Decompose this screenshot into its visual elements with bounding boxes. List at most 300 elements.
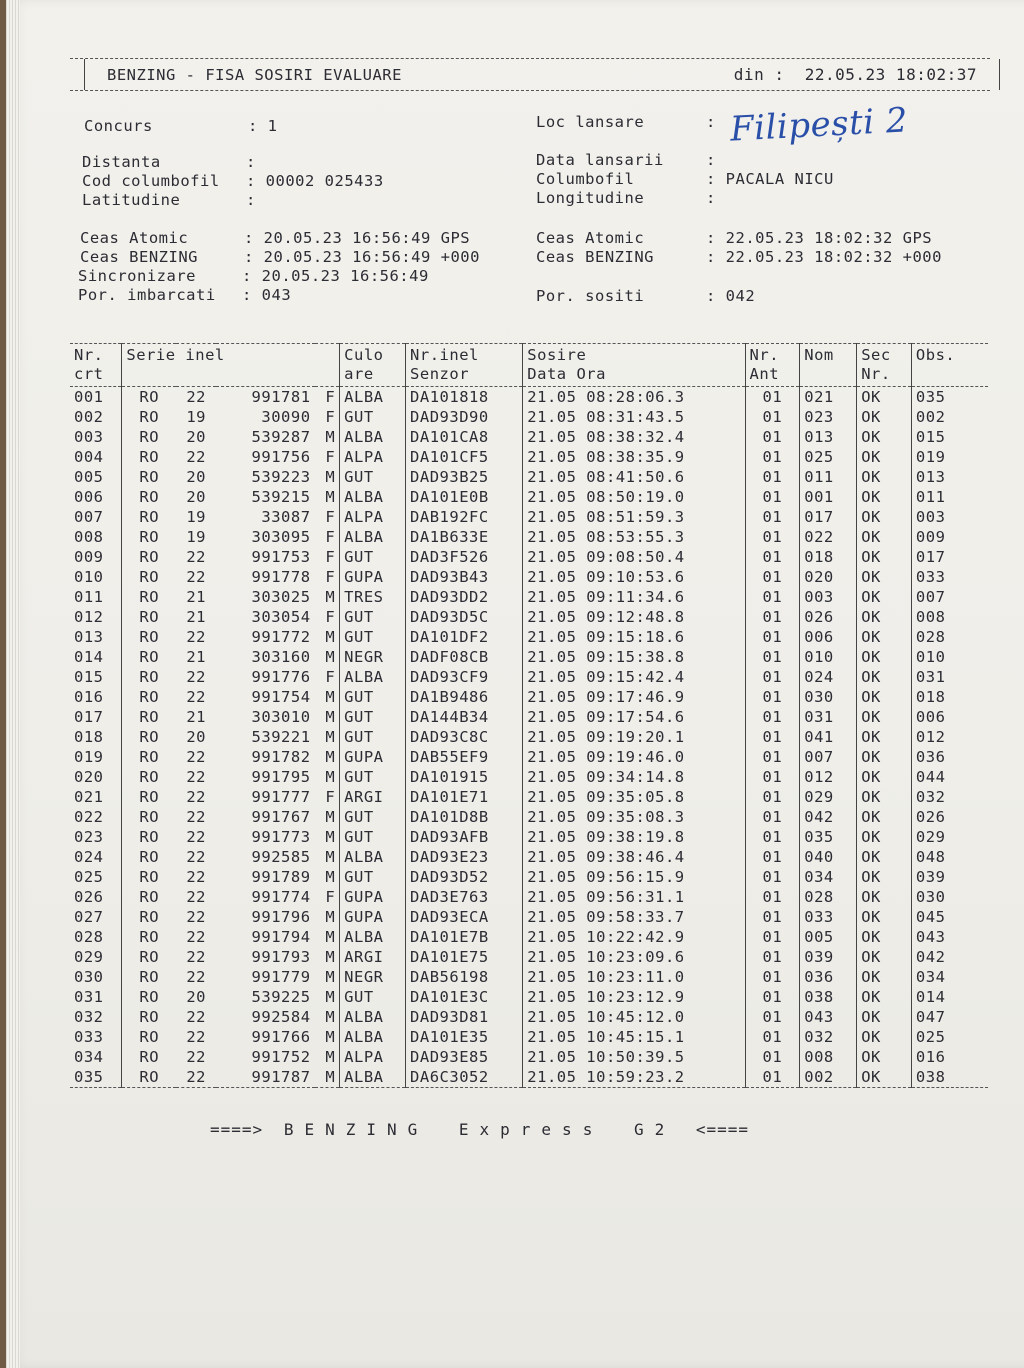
cell-sex: F — [325, 568, 336, 586]
cell-ring-country: RO — [122, 1027, 176, 1047]
footer-product: Express — [458, 1120, 604, 1139]
cell-ring-number: 991767 — [251, 808, 311, 826]
cell-arrival-time: 21.05 09:15:42.4 — [523, 667, 745, 687]
cell-arrival-time: 21.05 10:45:12.0 — [523, 1007, 745, 1027]
cell-ring-country: RO — [122, 947, 176, 967]
ceas-atomic-left-value: : 20.05.23 16:56:49 GPS — [244, 229, 471, 247]
sositi-value: : 042 — [706, 287, 756, 305]
cell-sec-status: OK — [857, 507, 912, 527]
ceas-benzing-left-line — [80, 248, 480, 266]
cell-ring-year: 20 — [186, 488, 207, 506]
cell-arrival-time: 21.05 08:41:50.6 — [523, 467, 745, 487]
cell-nom: 032 — [800, 1027, 857, 1047]
cell-ring-number: 539221 — [251, 728, 311, 746]
cell-ring-year: 22 — [186, 808, 207, 826]
cell-ring-number: 991793 — [251, 948, 311, 966]
cell-color: ALBA — [340, 427, 406, 447]
cell-color: GUT — [340, 807, 406, 827]
table-row — [70, 667, 988, 687]
cell-ring-number: 991787 — [216, 1067, 314, 1088]
cell-obs: 034 — [911, 967, 988, 987]
cell-row-number: 017 — [74, 708, 104, 726]
table-row — [70, 527, 988, 547]
cell-arrival-time: 21.05 09:10:53.6 — [523, 567, 745, 587]
cell-obs: 047 — [911, 1007, 988, 1027]
cell-row-number: 011 — [74, 588, 104, 606]
col-data-ora-label: Data Ora — [527, 365, 606, 383]
cell-ring-number: 991777 — [251, 788, 311, 806]
cell-sec-status: OK — [857, 407, 912, 427]
cell-sensor-ring: DAD93D52 — [406, 867, 523, 887]
cell-nr-ant: 01 — [745, 607, 800, 627]
cell-sec-status: OK — [857, 387, 912, 408]
cell-nr-ant: 01 — [745, 787, 800, 807]
cell-ring-year: 22 — [186, 548, 207, 566]
cell-arrival-time: 21.05 10:50:39.5 — [523, 1047, 745, 1067]
cell-ring-year: 22 — [186, 448, 207, 466]
cell-sex: M — [325, 808, 336, 826]
cell-sec-status: OK — [857, 947, 912, 967]
cell-ring-number: 991773 — [251, 828, 311, 846]
cell-nom: 017 — [800, 507, 857, 527]
cell-sensor-ring: DAD3E763 — [406, 887, 523, 907]
cell-ring-number: 991772 — [251, 628, 311, 646]
cell-sec-status: OK — [857, 1067, 912, 1088]
cell-nom: 007 — [800, 747, 857, 767]
cell-ring-year: 21 — [186, 648, 207, 666]
cell-sec-status: OK — [857, 807, 912, 827]
cell-color: GUPA — [340, 907, 406, 927]
cell-nom: 024 — [800, 667, 857, 687]
cell-obs: 044 — [911, 767, 988, 787]
cell-row-number: 004 — [74, 448, 104, 466]
col-sosire — [523, 344, 745, 387]
cell-color: GUT — [340, 407, 406, 427]
report-title: BENZING - FISA SOSIRI EVALUARE — [107, 65, 402, 84]
data-lansarii-line — [536, 151, 716, 169]
cell-nr-ant: 01 — [745, 827, 800, 847]
cell-ring-country: RO — [122, 1007, 176, 1027]
cell-ring-country: RO — [122, 787, 176, 807]
cell-color: GUT — [340, 987, 406, 1007]
cell-color: ARGI — [340, 787, 406, 807]
cell-sensor-ring: DAB55EF9 — [406, 747, 523, 767]
cell-obs: 008 — [911, 607, 988, 627]
table-row — [70, 887, 988, 907]
table-row — [70, 847, 988, 867]
cell-obs: 009 — [911, 527, 988, 547]
table-row — [70, 1027, 988, 1047]
cell-sec-status: OK — [857, 627, 912, 647]
cell-ring-year: 22 — [186, 768, 207, 786]
cell-sex: M — [325, 988, 336, 1006]
cell-nom: 029 — [800, 787, 857, 807]
cell-ring-number: 991789 — [251, 868, 311, 886]
cell-arrival-time: 21.05 09:38:19.8 — [523, 827, 745, 847]
cell-sec-status: OK — [857, 487, 912, 507]
loc-label: Loc lansare — [536, 113, 645, 131]
concurs-label: Concurs — [84, 117, 153, 135]
cell-sensor-ring: DA1B633E — [406, 527, 523, 547]
columbofil-line — [536, 170, 834, 188]
imbarcati-value: : 043 — [242, 286, 292, 304]
cell-nom: 030 — [800, 687, 857, 707]
cell-row-number: 010 — [74, 568, 104, 586]
ceas-atomic-right-line — [536, 229, 932, 247]
cell-ring-country: RO — [122, 927, 176, 947]
cell-sensor-ring: DA101818 — [406, 387, 523, 408]
cell-arrival-time: 21.05 09:12:48.8 — [523, 607, 745, 627]
col-nom — [800, 344, 857, 387]
cell-color: GUPA — [340, 567, 406, 587]
cell-ring-number: 539223 — [251, 468, 311, 486]
cell-sensor-ring: DAD93D5C — [406, 607, 523, 627]
cell-nom: 028 — [800, 887, 857, 907]
cell-obs: 026 — [911, 807, 988, 827]
cell-obs: 036 — [911, 747, 988, 767]
cell-ring-number: 991753 — [251, 548, 311, 566]
table-row — [70, 407, 988, 427]
col-nr-label: Nr. — [74, 346, 104, 364]
cell-nom: 041 — [800, 727, 857, 747]
cell-ring-year: 19 — [186, 408, 207, 426]
cell-ring-country: RO — [122, 847, 176, 867]
cell-sensor-ring: DA101E7B — [406, 927, 523, 947]
report-date-value: 22.05.23 18:02:37 — [804, 65, 977, 84]
cod-label: Cod columbofil — [82, 172, 220, 190]
table-row — [70, 587, 988, 607]
cell-ring-country: RO — [122, 727, 176, 747]
cell-row-number: 030 — [74, 968, 104, 986]
cell-sex: M — [325, 928, 336, 946]
cell-ring-year: 19 — [186, 528, 207, 546]
cell-obs: 042 — [911, 947, 988, 967]
cell-arrival-time: 21.05 08:28:06.3 — [523, 387, 745, 408]
stacked-paper-edge — [6, 0, 20, 1368]
col-serie-inel — [122, 344, 340, 387]
cell-row-number: 015 — [74, 668, 104, 686]
cell-ring-year: 21 — [186, 588, 207, 606]
cell-ring-country: RO — [122, 687, 176, 707]
cell-sex: M — [325, 1048, 336, 1066]
cell-arrival-time: 21.05 09:08:50.4 — [523, 547, 745, 567]
cell-sec-status: OK — [857, 467, 912, 487]
col-sosire-label: Sosire — [527, 346, 587, 364]
cell-ring-year: 22 — [186, 628, 207, 646]
cell-nom: 039 — [800, 947, 857, 967]
cell-nom: 022 — [800, 527, 857, 547]
cell-sensor-ring: DA6C3052 — [406, 1067, 523, 1088]
ceas-benzing-right-value: : 22.05.23 18:02:32 +000 — [706, 248, 942, 266]
imbarcati-line — [78, 286, 291, 304]
cell-ring-number: 991776 — [251, 668, 311, 686]
cell-ring-number: 539215 — [251, 488, 311, 506]
cell-arrival-time: 21.05 10:23:11.0 — [523, 967, 745, 987]
cell-arrival-time: 21.05 10:23:09.6 — [523, 947, 745, 967]
table-row — [70, 747, 988, 767]
cell-nom: 026 — [800, 607, 857, 627]
cell-sensor-ring: DADF08CB — [406, 647, 523, 667]
cell-sec-status: OK — [857, 1007, 912, 1027]
longitudine-value: : — [706, 189, 716, 207]
cell-nom: 042 — [800, 807, 857, 827]
race-info — [70, 100, 990, 327]
sincronizare-line — [78, 267, 429, 285]
header-bottom-rule — [70, 90, 990, 91]
longitudine-line — [536, 189, 716, 207]
cod-value: : 00002 025433 — [246, 172, 384, 190]
cell-ring-number: 991756 — [251, 448, 311, 466]
cell-arrival-time: 21.05 08:31:43.5 — [523, 407, 745, 427]
distanta-label: Distanta — [82, 153, 161, 171]
cell-nr-ant: 01 — [745, 887, 800, 907]
cell-nr-ant: 01 — [745, 507, 800, 527]
table-row — [70, 467, 988, 487]
cell-obs: 035 — [911, 387, 988, 408]
concurs-line — [84, 117, 278, 135]
cell-row-number: 022 — [74, 808, 104, 826]
cell-ring-year: 22 — [186, 828, 207, 846]
footer-right-arrow: <==== — [695, 1120, 750, 1139]
cell-color: ALBA — [340, 1007, 406, 1027]
cell-ring-year: 20 — [186, 468, 207, 486]
cell-sex: F — [325, 888, 336, 906]
cell-obs: 013 — [911, 467, 988, 487]
arrivals-table-header — [70, 344, 988, 387]
cell-row-number: 025 — [74, 868, 104, 886]
col-serie-label: Serie inel — [126, 346, 225, 364]
cell-arrival-time: 21.05 09:15:38.8 — [523, 647, 745, 667]
cell-color: GUT — [340, 727, 406, 747]
table-row — [70, 427, 988, 447]
sositi-label: Por. sositi — [536, 287, 645, 305]
cell-ring-year: 22 — [186, 688, 207, 706]
col-nom-label: Nom — [804, 346, 834, 364]
cell-arrival-time: 21.05 09:56:31.1 — [523, 887, 745, 907]
cell-nom: 011 — [800, 467, 857, 487]
cell-sex: M — [325, 828, 336, 846]
col-nrant-label: Nr. — [749, 346, 780, 364]
cell-sex: M — [325, 868, 336, 886]
cell-ring-country: RO — [122, 667, 176, 687]
cell-nr-ant: 01 — [745, 1067, 800, 1088]
cell-sec-status: OK — [857, 827, 912, 847]
cell-ring-number: 303025 — [251, 588, 311, 606]
cell-sensor-ring: DAB56198 — [406, 967, 523, 987]
cell-row-number: 001 — [74, 388, 104, 406]
table-row — [70, 687, 988, 707]
columbofil-value: : PACALA NICU — [706, 170, 834, 188]
cell-color: ALBA — [340, 487, 406, 507]
table-row — [70, 707, 988, 727]
table-row — [70, 827, 988, 847]
cell-sec-status: OK — [857, 727, 912, 747]
cell-sec-status: OK — [857, 547, 912, 567]
cell-nom: 010 — [800, 647, 857, 667]
table-row — [70, 607, 988, 627]
cell-ring-year: 22 — [186, 388, 207, 406]
table-row — [70, 447, 988, 467]
cell-ring-country: RO — [122, 827, 176, 847]
cell-ring-number: 991794 — [251, 928, 311, 946]
cell-sensor-ring: DAD93CF9 — [406, 667, 523, 687]
footer-left-arrow: ====> — [210, 1120, 264, 1139]
cell-sec-status: OK — [857, 787, 912, 807]
ceas-benzing-left-value: : 20.05.23 16:56:49 +000 — [244, 248, 480, 266]
cell-sensor-ring: DAD93E23 — [406, 847, 523, 867]
cell-obs: 016 — [911, 1047, 988, 1067]
cell-nr-ant: 01 — [745, 407, 800, 427]
cell-ring-country: RO — [122, 707, 176, 727]
cell-row-number: 005 — [74, 468, 104, 486]
cell-ring-country: RO — [122, 967, 176, 987]
cell-sex: M — [325, 948, 336, 966]
cell-nom: 013 — [800, 427, 857, 447]
cell-nr-ant: 01 — [745, 647, 800, 667]
cell-sec-status: OK — [857, 967, 912, 987]
cell-color: ALBA — [340, 1067, 406, 1088]
cell-ring-country: RO — [122, 767, 176, 787]
cell-obs: 012 — [911, 727, 988, 747]
imbarcati-label: Por. imbarcati — [78, 286, 216, 304]
cell-sec-status: OK — [857, 927, 912, 947]
cell-nr-ant: 01 — [745, 967, 800, 987]
cell-arrival-time: 21.05 09:56:15.9 — [523, 867, 745, 887]
cell-ring-year: 20 — [186, 428, 207, 446]
ceas-benzing-right-label: Ceas BENZING — [536, 248, 654, 266]
col-crt-label: crt — [74, 365, 104, 383]
cell-nr-ant: 01 — [745, 867, 800, 887]
cell-nom: 035 — [800, 827, 857, 847]
cell-row-number: 019 — [74, 748, 104, 766]
cell-sec-status: OK — [857, 887, 912, 907]
device-footer — [210, 1120, 749, 1139]
cell-sec-status: OK — [857, 687, 912, 707]
cell-sensor-ring: DAB192FC — [406, 507, 523, 527]
cell-row-number: 021 — [74, 788, 104, 806]
cell-sensor-ring: DAD93D81 — [406, 1007, 523, 1027]
cell-arrival-time: 21.05 10:23:12.9 — [523, 987, 745, 1007]
cell-ring-number: 539287 — [251, 428, 311, 446]
cell-obs: 015 — [911, 427, 988, 447]
table-row — [70, 807, 988, 827]
cell-nom: 038 — [800, 987, 857, 1007]
cell-color: GUT — [340, 707, 406, 727]
loc-line — [536, 113, 716, 131]
cell-color: ALBA — [340, 847, 406, 867]
cell-obs: 007 — [911, 587, 988, 607]
cell-arrival-time: 21.05 09:17:54.6 — [523, 707, 745, 727]
cell-row-number: 023 — [74, 828, 104, 846]
cell-nr-ant: 01 — [745, 1007, 800, 1027]
cell-row-number: 033 — [74, 1028, 104, 1046]
cell-sec-status: OK — [857, 667, 912, 687]
cell-color: ALBA — [340, 1027, 406, 1047]
cell-nom: 023 — [800, 407, 857, 427]
cell-nr-ant: 01 — [745, 587, 800, 607]
cell-obs: 030 — [911, 887, 988, 907]
cell-ring-number: 992585 — [251, 848, 311, 866]
longitudine-label: Longitudine — [536, 189, 645, 207]
cell-ring-country: RO — [122, 427, 176, 447]
cell-obs: 033 — [911, 567, 988, 587]
cell-sex: F — [325, 548, 336, 566]
cell-sex: F — [325, 608, 336, 626]
cell-ring-year: 22 — [186, 788, 207, 806]
cell-row-number: 016 — [74, 688, 104, 706]
cell-ring-country: RO — [122, 567, 176, 587]
cell-nom: 018 — [800, 547, 857, 567]
cell-color: ARGI — [340, 947, 406, 967]
cell-sex: F — [325, 668, 336, 686]
col-are-label: are — [344, 365, 374, 383]
cell-nr-ant: 01 — [745, 547, 800, 567]
cell-row-number: 020 — [74, 768, 104, 786]
cell-nom: 006 — [800, 627, 857, 647]
cell-sensor-ring: DAD93DD2 — [406, 587, 523, 607]
cell-ring-number: 303054 — [251, 608, 311, 626]
cell-sex: F — [325, 388, 336, 406]
cell-nr-ant: 01 — [745, 447, 800, 467]
table-row — [70, 1067, 988, 1088]
cell-color: GUPA — [340, 887, 406, 907]
cell-sec-status: OK — [857, 447, 912, 467]
cell-color: GUT — [340, 827, 406, 847]
cell-sec-status: OK — [857, 587, 912, 607]
cell-ring-number: 991796 — [251, 908, 311, 926]
cell-color: ALPA — [340, 507, 406, 527]
cell-nom: 031 — [800, 707, 857, 727]
table-row — [70, 487, 988, 507]
cell-ring-number: 539225 — [251, 988, 311, 1006]
cell-sensor-ring: DAD93ECA — [406, 907, 523, 927]
cell-sensor-ring: DA101E75 — [406, 947, 523, 967]
cell-ring-number: 991781 — [251, 388, 311, 406]
cell-sec-status: OK — [857, 907, 912, 927]
cell-ring-country: RO — [122, 627, 176, 647]
cell-obs: 029 — [911, 827, 988, 847]
cell-nom: 001 — [800, 487, 857, 507]
cell-ring-year: 22 — [186, 968, 207, 986]
ceas-atomic-left-line — [80, 229, 470, 247]
cell-sensor-ring: DA101E3C — [406, 987, 523, 1007]
cell-sensor-ring: DAD93B43 — [406, 567, 523, 587]
cell-sensor-ring: DA101915 — [406, 767, 523, 787]
cell-row-number: 027 — [74, 908, 104, 926]
cell-row-number: 034 — [74, 1048, 104, 1066]
cell-color: TRES — [340, 587, 406, 607]
cell-nom: 036 — [800, 967, 857, 987]
ceas-atomic-right-value: : 22.05.23 18:02:32 GPS — [706, 229, 933, 247]
cell-nom: 005 — [800, 927, 857, 947]
table-row — [70, 787, 988, 807]
col-sec-label: Sec — [861, 346, 891, 364]
col-nrinel-label: Nr.inel — [410, 346, 479, 364]
col-culoare — [340, 344, 406, 387]
cell-sec-status: OK — [857, 767, 912, 787]
cell-color: GUT — [340, 867, 406, 887]
cell-color: GUT — [340, 767, 406, 787]
cell-sex: F — [325, 448, 336, 466]
cell-ring-year: 19 — [186, 508, 207, 526]
cell-arrival-time: 21.05 08:38:35.9 — [523, 447, 745, 467]
cell-ring-year: 22 — [186, 928, 207, 946]
arrivals-table — [70, 343, 988, 1088]
cell-sec-status: OK — [857, 707, 912, 727]
cell-sensor-ring: DA101CF5 — [406, 447, 523, 467]
cell-color: ALBA — [340, 527, 406, 547]
distanta-value: : — [246, 153, 256, 171]
